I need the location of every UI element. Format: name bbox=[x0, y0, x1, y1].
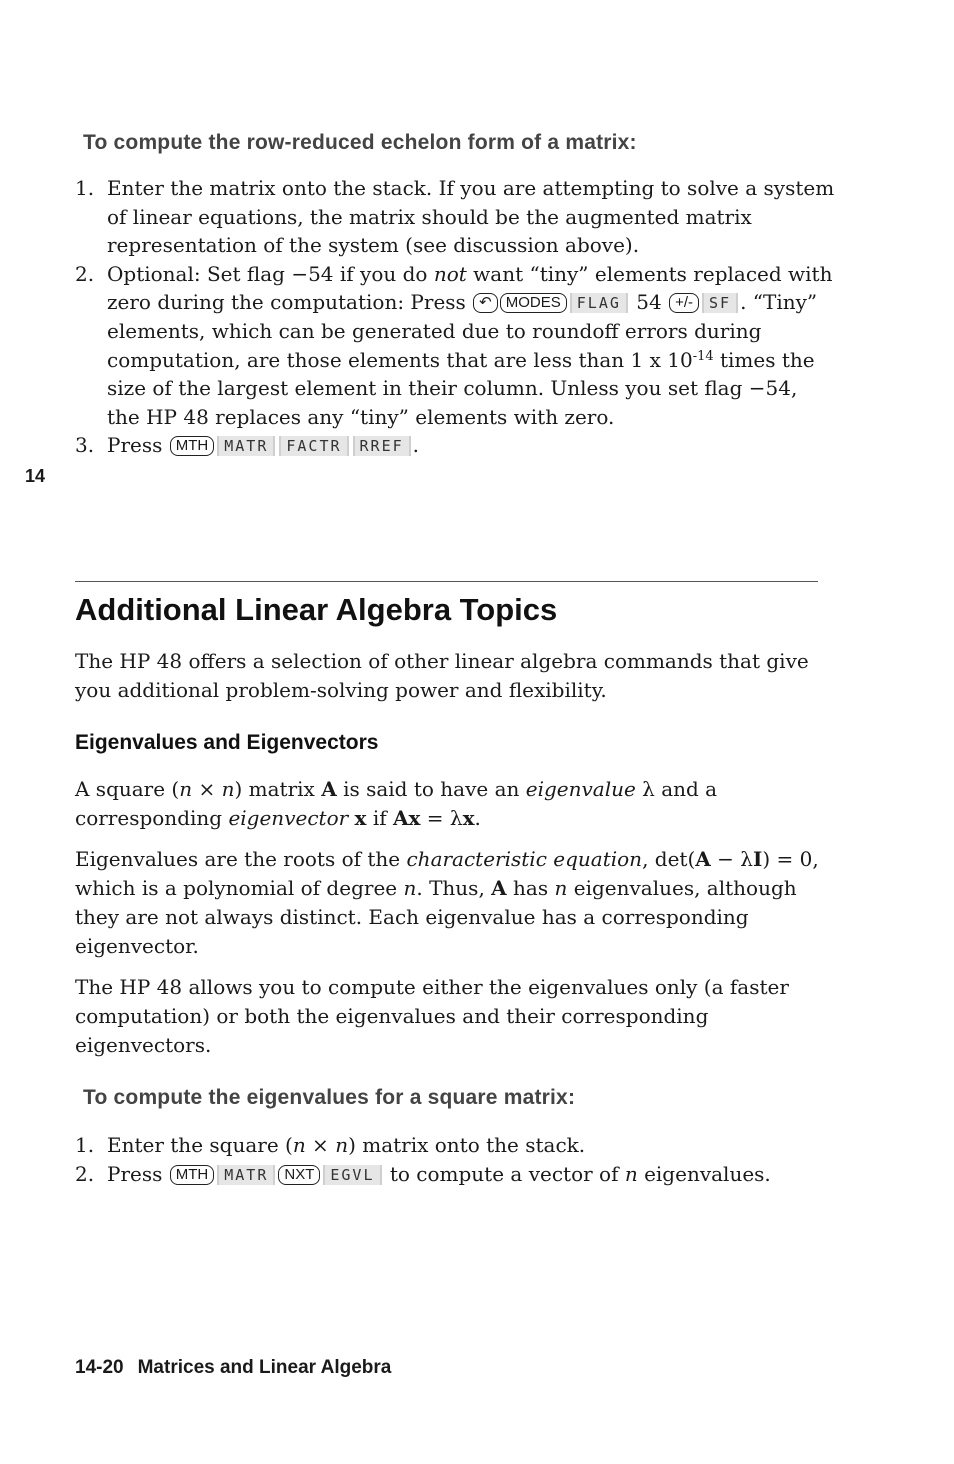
rref-steps bbox=[75, 174, 835, 460]
rref-step-3 bbox=[75, 431, 835, 460]
step-text: eigenvalues. bbox=[637, 1161, 771, 1186]
var-n: n bbox=[292, 1133, 306, 1157]
term-characteristic-equation: characteristic equation bbox=[406, 847, 643, 871]
text: . Thus, bbox=[416, 876, 492, 900]
modes-key: MODES bbox=[500, 293, 567, 313]
text: × bbox=[192, 777, 222, 801]
text: ) = 0, which is a polynomial of degree bbox=[75, 847, 819, 900]
text: λ and a corresponding bbox=[75, 777, 718, 830]
text: eigenvalues, although they are not always distinct. Each eigenvalue has a corresponding eigenvector. bbox=[75, 876, 797, 958]
eigen-paragraph-1 bbox=[75, 775, 835, 833]
eigen-step-2 bbox=[75, 1160, 835, 1189]
vector-symbol: x bbox=[354, 806, 367, 830]
page-number: 14-20 bbox=[75, 1357, 124, 1378]
matrix-symbol: A bbox=[695, 847, 711, 871]
matr-softkey: MATR bbox=[217, 436, 275, 456]
term-eigenvector: eigenvector bbox=[228, 806, 349, 830]
matr-softkey: MATR bbox=[217, 1165, 275, 1185]
sf-softkey: SF bbox=[702, 293, 738, 313]
step-text: ) matrix onto the stack. bbox=[348, 1133, 586, 1157]
eigen-paragraph-2 bbox=[75, 845, 835, 961]
rref-step-2 bbox=[75, 260, 835, 432]
exponent: -14 bbox=[692, 348, 714, 364]
step-text: . “Tiny” elements, which can be generated due to roundoff errors during computation, are those elements that are less than 1 x 10 bbox=[107, 290, 818, 372]
step-text: Press bbox=[107, 433, 169, 458]
text: , det( bbox=[642, 847, 696, 871]
eigen-paragraph-3: The HP 48 allows you to compute either the eigenvalues only (a faster computation) or both the eigenvalues and their corresponding eigenvectors. bbox=[75, 975, 789, 1057]
step-number: 1. bbox=[75, 176, 95, 200]
step-number: 2. bbox=[75, 1161, 95, 1186]
var-n: n bbox=[335, 1133, 349, 1157]
step-text: Enter the square ( bbox=[107, 1133, 293, 1157]
text: is said to have an bbox=[336, 777, 526, 801]
mth-key: MTH bbox=[170, 1165, 215, 1185]
step-number: 1. bbox=[75, 1133, 95, 1157]
eigenvalue-steps bbox=[75, 1131, 835, 1188]
text: has bbox=[506, 876, 555, 900]
step-text: times the size of the largest element in their column. Unless you set flag −54, the HP 48 replaces any “tiny” elements with zero. bbox=[107, 347, 815, 429]
step-text: . bbox=[412, 433, 420, 458]
matrix-symbol: A bbox=[321, 777, 337, 801]
text: if bbox=[366, 806, 393, 830]
section-title: Additional Linear Algebra Topics bbox=[75, 592, 558, 627]
step-number: 3. bbox=[75, 433, 95, 458]
var-n: n bbox=[403, 876, 417, 900]
rref-softkey: RREF bbox=[353, 436, 411, 456]
change-sign-key: +/- bbox=[669, 293, 699, 313]
emphasis-text: not bbox=[433, 261, 467, 286]
var-n: n bbox=[554, 876, 568, 900]
equation-symbol: Ax bbox=[392, 806, 421, 830]
rref-step-1 bbox=[75, 174, 835, 260]
term-eigenvalue: eigenvalue bbox=[525, 777, 636, 801]
procedure-heading-eigenvalues: To compute the eigenvalues for a square matrix: bbox=[83, 1086, 576, 1109]
step-text: want “tiny” elements replaced with zero during the computation: Press bbox=[107, 261, 833, 315]
text: = λ bbox=[420, 806, 463, 830]
egvl-softkey: EGVL bbox=[323, 1165, 381, 1185]
left-shift-key bbox=[473, 293, 498, 313]
eigen-step-1 bbox=[75, 1131, 835, 1160]
text: Eigenvalues are the roots of the bbox=[75, 847, 407, 871]
matrix-symbol: A bbox=[491, 876, 507, 900]
nxt-key: NXT bbox=[278, 1165, 320, 1185]
step-number: 2. bbox=[75, 261, 95, 286]
step-text: to compute a vector of bbox=[383, 1161, 625, 1186]
page-footer bbox=[75, 1357, 391, 1379]
var-n: n bbox=[221, 777, 235, 801]
section-intro: The HP 48 offers a selection of other linear algebra commands that give you additional problem-solving power and flexibility. bbox=[75, 649, 809, 702]
step-text: Press bbox=[107, 1161, 169, 1186]
step-text: 54 bbox=[629, 290, 669, 315]
mth-key: MTH bbox=[170, 436, 215, 456]
text: . bbox=[474, 806, 481, 830]
chapter-name: Matrices and Linear Algebra bbox=[137, 1357, 392, 1378]
step-text: × bbox=[305, 1133, 336, 1157]
text: A square ( bbox=[75, 777, 180, 801]
chapter-tab: 14 bbox=[25, 466, 46, 486]
var-n: n bbox=[179, 777, 193, 801]
text: − λ bbox=[710, 847, 753, 871]
left-shift-arrow-icon: ↶ bbox=[479, 294, 492, 312]
text: ) matrix bbox=[234, 777, 322, 801]
step-text: Optional: Set flag −54 if you do bbox=[107, 261, 434, 286]
subsection-title: Eigenvalues and Eigenvectors bbox=[75, 731, 379, 754]
flag-softkey: FLAG bbox=[570, 293, 628, 313]
identity-symbol: I bbox=[752, 847, 763, 871]
vector-symbol: x bbox=[462, 806, 475, 830]
procedure-heading-rref: To compute the row-reduced echelon form of a matrix: bbox=[83, 131, 637, 154]
section-divider bbox=[75, 581, 818, 582]
var-n: n bbox=[624, 1161, 638, 1186]
step-text: Enter the matrix onto the stack. If you are attempting to solve a system of linear equations, the matrix should be the augmented matrix representation of the system (see discussion above). bbox=[107, 176, 835, 258]
factr-softkey: FACTR bbox=[279, 436, 348, 456]
